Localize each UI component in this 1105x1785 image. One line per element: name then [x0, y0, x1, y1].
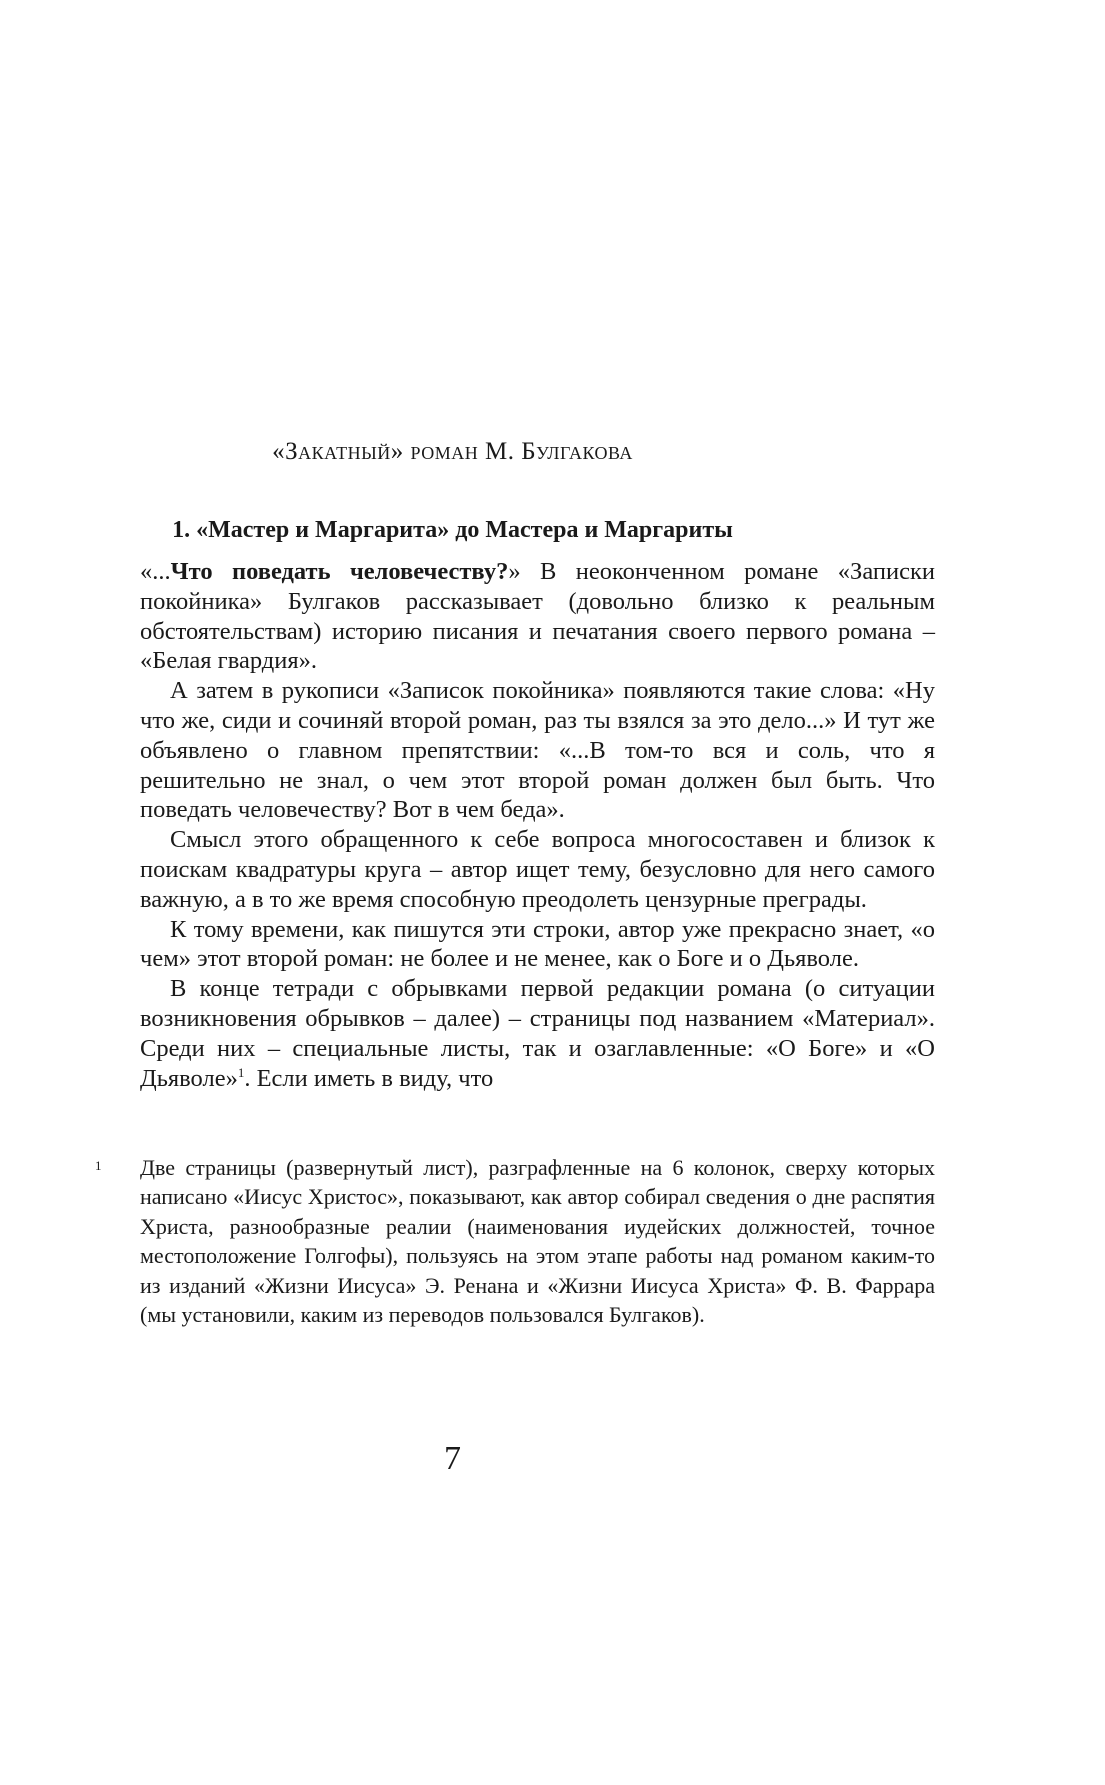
footnote-text: Две страницы (развернутый лист), разграфленные на 6 колонок, сверху которых написано «Иисус Христос», показывают, как автор собирал сведения о дне распятия Христа, разнообразные реалии (наименования иудейских должностей, точное местоположение Голгофы), пользуясь на этом этапе работы над романом каким-то из изданий «Жизни Иисуса» Э. Ренана и «Жизни Иисуса Христа» Ф. В. Фаррара (мы установили, каким из переводов пользовался Булгаков).: [140, 1155, 935, 1328]
paragraph-5-text: В конце тетради с обрывками первой редакции романа (о ситуации возникновения обрывков – далее) – страницы под названием «Материал». Среди них – специальные листы, так и озаглавленные: «О Боге» и «О Дьяволе»: [140, 975, 935, 1092]
body-text: [140, 557, 935, 1093]
chapter-title-text: «Закатный» роман М. Булгакова: [272, 438, 633, 465]
lead-quote-open: «...: [140, 558, 171, 585]
section-heading: 1. «Мастер и Маргарита» до Мастера и Маргариты: [172, 517, 733, 543]
lead-bold-phrase: Что поведать человечеству?: [170, 558, 509, 585]
paragraph-3: Смысл этого обращенного к себе вопроса многосоставен и близок к поискам квадратуры круга – автор ищет тему, безусловно для него самого важную, а в то же время способную преодолеть цензурные преграды.: [140, 826, 935, 913]
footnote-mark: 1: [95, 1158, 102, 1173]
chapter-title: [0, 438, 905, 466]
footnote-reference[interactable]: 1: [237, 1064, 245, 1080]
paragraph-5: [140, 974, 935, 1093]
paragraph-4: К тому времени, как пишутся эти строки, автор уже прекрасно знает, «о чем» этот второй роман: не более и не менее, как о Боге и о Дьяволе.: [140, 915, 935, 973]
paragraph-5-tail: . Если иметь в виду, что: [244, 1064, 494, 1092]
page-number: 7: [444, 1440, 461, 1477]
paragraph-1-text: » В неоконченном романе «Записки покойника» Булгаков рассказывает (довольно близко к реальным обстоятельствам) историю писания и печатания своего первого романа – «Белая гвардия».: [140, 558, 935, 675]
footnote: [95, 1153, 935, 1329]
paragraph-2: А затем в рукописи «Записок покойника» появляются такие слова: «Ну что же, сиди и сочиняй второй роман, раз ты взялся за это дело...» И тут же объявлено о главном препятствии: «...В том-то вся и соль, что я решительно не знал, о чем этот второй роман должен был быть. Что поведать человечеству? Вот в чем беда».: [140, 677, 935, 824]
paragraph-1: [140, 557, 935, 676]
